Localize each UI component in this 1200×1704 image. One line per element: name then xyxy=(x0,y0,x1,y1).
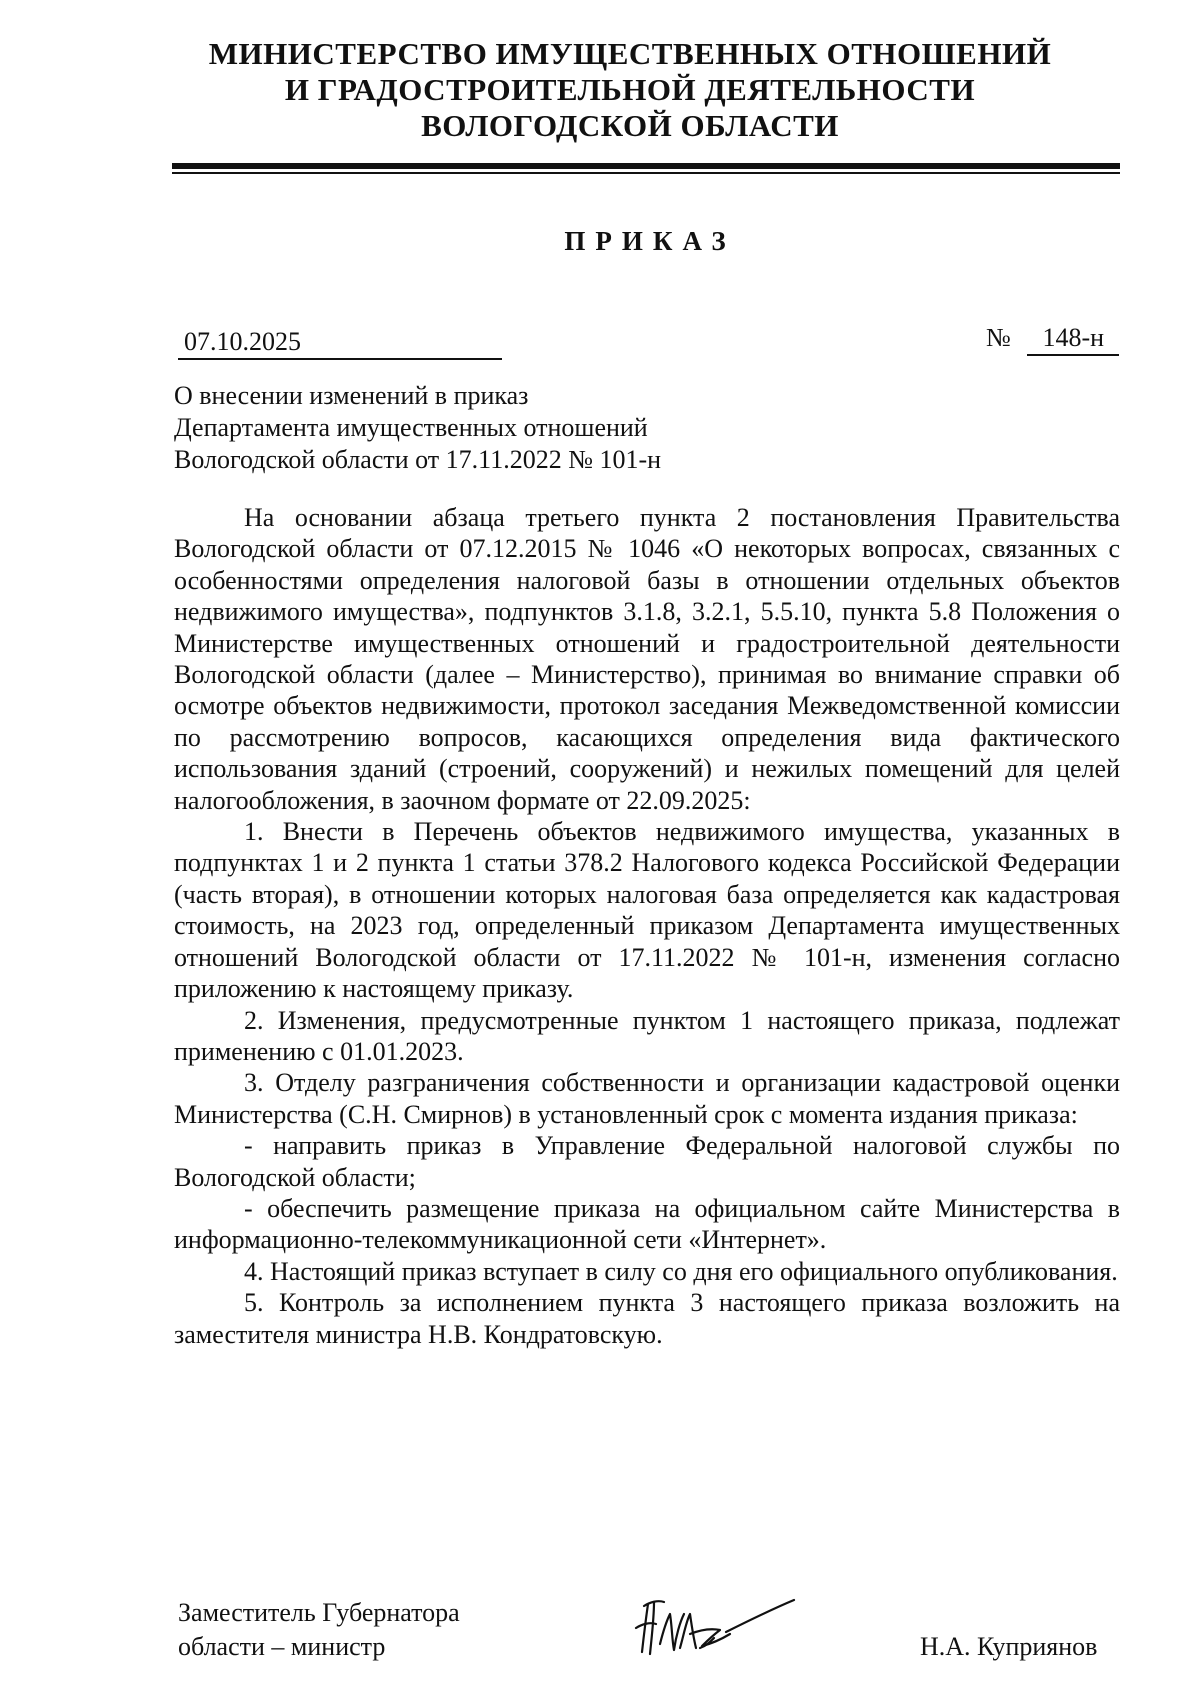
signer-position-line-1: Заместитель Губернатора xyxy=(178,1598,460,1627)
signer-position xyxy=(178,1596,460,1664)
subject-line-3: Вологодской области от 17.11.2022 № 101-н xyxy=(174,445,662,474)
item-4-paragraph: 4. Настоящий приказ вступает в силу со дня его официального опубликования. xyxy=(244,1256,1118,1286)
subject-line-1: О внесении изменений в приказ xyxy=(174,381,529,410)
item-3-dash-1: - направить приказ в Управление Федеральной налоговой службы по Вологодской области; xyxy=(174,1131,1120,1192)
number-value: 148-н xyxy=(1027,322,1119,356)
subject-line-2: Департамента имущественных отношений xyxy=(174,413,648,442)
header-divider-thin xyxy=(172,172,1120,174)
item-3-dash-2: - обеспечить размещение приказа на официальном сайте Министерства в информационно-телекоммуникационной сети «Интернет». xyxy=(174,1193,1120,1255)
ministry-header xyxy=(180,36,1080,144)
header-line-1: МИНИСТЕРСТВО ИМУЩЕСТВЕННЫХ ОТНОШЕНИЙ xyxy=(208,36,1052,71)
header-line-2: И ГРАДОСТРОИТЕЛЬНОЙ ДЕЯТЕЛЬНОСТИ xyxy=(284,72,976,107)
item-5-paragraph: 5. Контроль за исполнением пункта 3 настоящего приказа возложить на заместителя министра Н.В. Кондратовскую. xyxy=(174,1288,1120,1349)
item-2-paragraph: 2. Изменения, предусмотренные пунктом 1 настоящего приказа, подлежат применению с 01.01.2023. xyxy=(174,1005,1120,1066)
header-divider-thick xyxy=(172,163,1120,169)
header-line-3: ВОЛОГОДСКОЙ ОБЛАСТИ xyxy=(421,108,839,143)
signer-position-line-2: области – министр xyxy=(178,1632,386,1661)
document-title: ПРИКАЗ xyxy=(564,226,736,256)
document-number xyxy=(986,322,1119,356)
preamble-paragraph: На основании абзаца третьего пункта 2 постановления Правительства Вологодской области от 07.12.2015 № 1046 «О некоторых вопросах, связанных с особенностями определения налоговой базы в отношении отдельных объектов недвижимого имущества», подпунктов 3.1.8, 3.2.1, 5.5.10, пункта 5.8 Положения о Министерстве имущественных отношений и градостроительной деятельности Вологодской области (далее – Министерство), принимая во внимание справки об осмотре объектов недвижимости, протокол заседания Межведомственной комиссии по рассмотрению вопросов, касающихся определения вида фактического использования зданий (строений, сооружений) и нежилых помещений для целей налогообложения, в заочном формате от 22.09.2025: xyxy=(174,503,1120,815)
signer-name: Н.А. Куприянов xyxy=(920,1632,1098,1661)
number-sign: № xyxy=(986,323,1011,352)
item-3-paragraph: 3. Отделу разграничения собственности и организации кадастровой оценки Министерства (С.Н. Смирнов) в установленный срок с момента издания приказа: xyxy=(174,1068,1120,1129)
document-date: 07.10.2025 xyxy=(178,326,502,360)
document-subject xyxy=(174,380,874,476)
document-body xyxy=(174,502,1120,1350)
item-1-paragraph: 1. Внести в Перечень объектов недвижимого имущества, указанных в подпунктах 1 и 2 пункта 1 статьи 378.2 Налогового кодекса Российской Федерации (часть вторая), в отношении которых налоговая база определяется как кадастровая стоимость, на 2023 год, определенный приказом Департамента имущественных отношений Вологодской области от 17.11.2022 № 101-н, изменения согласно приложению к настоящему приказу. xyxy=(174,817,1120,1004)
handwritten-signature xyxy=(630,1584,800,1664)
